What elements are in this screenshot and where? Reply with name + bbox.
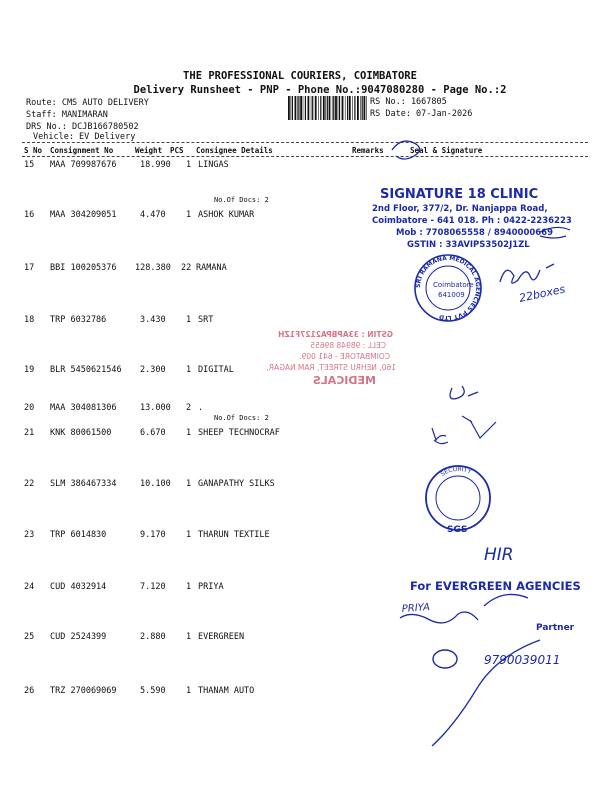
evergreen-stamp: For EVERGREEN AGENCIES	[410, 579, 581, 593]
row-sno: 18	[24, 315, 35, 325]
clinic-address-1: 2nd Floor, 377/2, Dr. Nanjappa Road,	[372, 204, 548, 214]
row-consignee: ASHOK KUMAR	[198, 210, 255, 220]
row-sno: 19	[24, 365, 35, 375]
row-consignment: BLR 5450621546	[50, 365, 122, 375]
medicals-address-2: COIMBATORE - 641 009.	[299, 352, 390, 361]
clinic-gstin: GSTIN : 33AVIPS3502J1ZL	[407, 240, 530, 250]
clinic-name: SIGNATURE 18 CLINIC	[380, 187, 539, 202]
row-consignee: PRIYA	[198, 582, 224, 592]
row-pcs: 22	[181, 263, 192, 273]
row-weight: 5.590	[140, 686, 166, 696]
signature-loop	[433, 650, 457, 668]
row-pcs: 1	[186, 479, 192, 489]
row-pcs: 1	[186, 632, 192, 642]
handwritten-priya: PRIYA	[401, 602, 431, 615]
agency-round-stamp	[415, 255, 481, 321]
clinic-address-2: Coimbatore - 641 018. Ph : 0422-2236223	[372, 216, 572, 226]
handwritten-phone: 9790039011	[484, 653, 561, 667]
rs-number: RS No.: 1667805	[370, 97, 447, 107]
drs-number: DRS No.: DCJB166780502	[26, 122, 139, 132]
row-weight: 9.170	[140, 530, 166, 540]
sgs-round-stamp	[426, 466, 490, 535]
row-pcs: 1	[186, 160, 192, 170]
signature-medicals	[450, 386, 478, 399]
clinic-stamp	[372, 187, 572, 250]
rs-date: RS Date: 07-Jan-2026	[370, 109, 473, 119]
row-consignee: THANAM AUTO	[198, 686, 255, 696]
row-weight: 2.300	[140, 365, 166, 375]
row-consignment: CUD 4032914	[50, 582, 107, 592]
agency-ring-text: SRI RAMANA MEDICAL AGENCIES PVT LTD	[414, 254, 482, 322]
row-note: No.Of Docs: 2	[214, 196, 269, 204]
col-header-consignee: Consignee Details	[196, 146, 273, 155]
col-header-seal: Seal & Signature	[410, 146, 483, 155]
row-note: No.Of Docs: 2	[214, 414, 269, 422]
row-weight: 6.670	[140, 428, 166, 438]
row-consignment: BBI 100205376	[50, 263, 117, 273]
row-pcs: 1	[186, 686, 192, 696]
row-weight: 128.380	[135, 263, 171, 273]
row-consignment: KNK 80061500	[50, 428, 112, 438]
signature-squiggle-top	[392, 141, 420, 159]
staff-label: Staff: MANIMARAN	[26, 110, 108, 120]
row-sno: 23	[24, 530, 35, 540]
row-consignee: THARUN TEXTILE	[198, 530, 270, 540]
row-pcs: 1	[186, 428, 192, 438]
medicals-address-1: 160, NEHRU STREET, RAM NAGAR,	[266, 363, 396, 372]
signature-row-21	[432, 428, 448, 444]
agency-center-city: Coimbatore	[433, 281, 474, 289]
row-sno: 26	[24, 686, 35, 696]
medicals-gstin: GSTIN : 33APBPA2127F1ZH	[278, 330, 393, 339]
row-pcs: 1	[186, 530, 192, 540]
row-pcs: 1	[186, 210, 192, 220]
route-label: Route: CMS AUTO DELIVERY	[26, 98, 149, 108]
agency-center-pin: 641009	[438, 291, 465, 299]
row-consignment: SLM 386467334	[50, 479, 117, 489]
row-consignment: MAA 304209051	[50, 210, 117, 220]
col-header-weight: Weight	[135, 146, 163, 155]
handwritten-hir: HIR	[484, 545, 514, 565]
medicals-name: MEDICALS	[312, 374, 376, 387]
row-consignment: MAA 709987676	[50, 160, 117, 170]
row-sno: 15	[24, 160, 35, 170]
row-consignee: LINGAS	[198, 160, 229, 170]
col-header-pcs: PCS	[170, 146, 184, 155]
row-sno: 20	[24, 403, 35, 413]
row-consignee: DIGITAL	[198, 365, 234, 375]
vehicle-label: Vehicle: EV Delivery	[33, 132, 136, 142]
row-pcs: 2	[186, 403, 192, 413]
row-sno: 16	[24, 210, 35, 220]
row-weight: 4.470	[140, 210, 166, 220]
row-consignment: MAA 304081306	[50, 403, 117, 413]
row-weight: 7.120	[140, 582, 166, 592]
row-consignee: SRT	[198, 315, 214, 325]
document-subtitle: Delivery Runsheet - PNP - Phone No.:9047080280 - Page No.:2	[133, 84, 507, 96]
row-weight: 10.100	[140, 479, 171, 489]
signature-row-21b	[462, 416, 496, 438]
row-weight: 18.990	[140, 160, 171, 170]
col-header-sno: S No	[24, 146, 43, 155]
row-consignee: EVERGREEN	[198, 632, 245, 642]
row-weight: 2.880	[140, 632, 166, 642]
medicals-stamp	[266, 330, 396, 387]
sgs-ring-text: SECURITY	[439, 465, 473, 478]
row-sno: 22	[24, 479, 35, 489]
evergreen-partner: Partner	[536, 623, 575, 633]
sgs-center-text: SGS	[447, 525, 468, 535]
row-pcs: 1	[186, 582, 192, 592]
row-consignee: RAMANA	[196, 263, 227, 273]
signature-ramana	[500, 264, 554, 283]
row-consignee: SHEEP TECHNOCRAF	[198, 428, 280, 438]
row-weight: 13.000	[140, 403, 171, 413]
row-consignee: .	[198, 403, 204, 413]
document-title: THE PROFESSIONAL COURIERS, COIMBATORE	[183, 70, 417, 82]
row-consignment: TRP 6014830	[50, 530, 107, 540]
row-sno: 17	[24, 263, 35, 273]
row-sno: 21	[24, 428, 35, 438]
col-header-consignment: Consignment No	[50, 146, 114, 155]
row-consignment: TRZ 270069069	[50, 686, 117, 696]
handwritten-22-boxes: 22boxes	[517, 282, 567, 305]
medicals-cell: CELL : 98948 89655	[310, 341, 386, 350]
row-pcs: 1	[186, 315, 192, 325]
row-pcs: 1	[186, 365, 192, 375]
row-consignee: GANAPATHY SILKS	[198, 479, 275, 489]
row-consignment: TRP 6032786	[50, 315, 107, 325]
clinic-mobile: Mob : 7708065558 / 8940000669	[396, 228, 554, 238]
row-consignment: CUD 2524399	[50, 632, 107, 642]
row-sno: 25	[24, 632, 35, 642]
col-header-remarks: Remarks	[352, 146, 384, 155]
row-weight: 3.430	[140, 315, 166, 325]
row-sno: 24	[24, 582, 35, 592]
